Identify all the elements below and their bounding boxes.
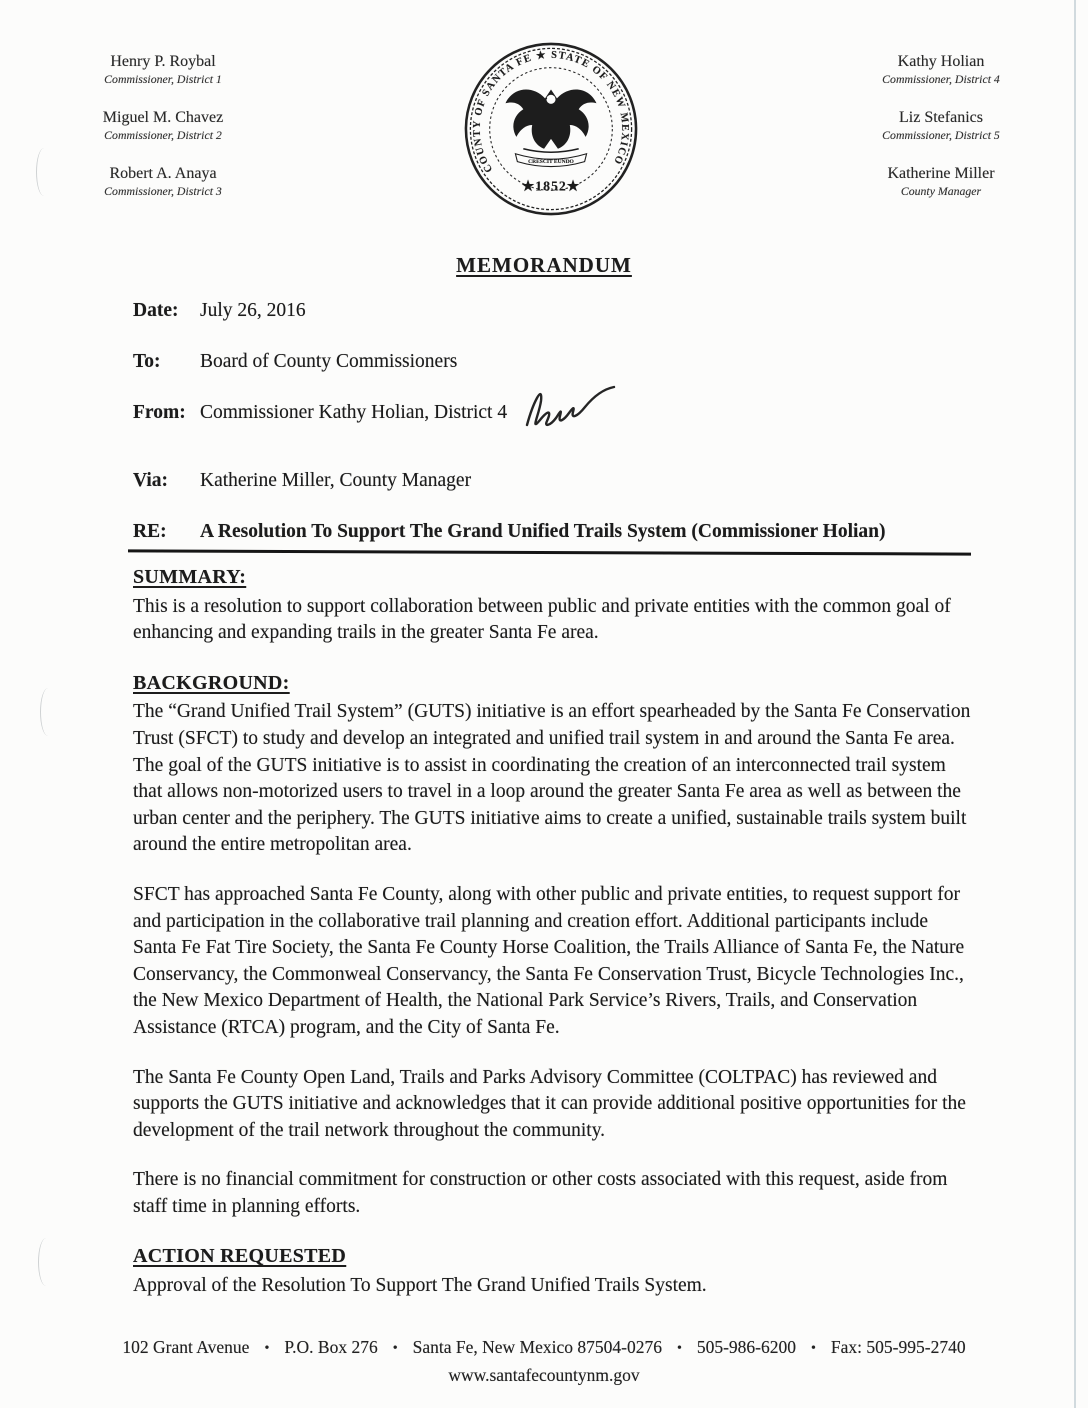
footer-address: 102 Grant Avenue (122, 1337, 250, 1357)
scan-edge-line (1074, 0, 1076, 1408)
official-title: Commissioner, District 5 (882, 128, 1000, 142)
memo-title: MEMORANDUM (456, 253, 632, 277)
handwritten-initials-signature (517, 377, 629, 443)
field-date-label: Date: (133, 300, 179, 321)
footer-fax: Fax: 505-995-2740 (830, 1337, 966, 1357)
eagle-icon (506, 89, 597, 152)
header-officials-left (58, 52, 268, 220)
memo-fields (133, 297, 1013, 569)
bullet-separator: • (676, 1341, 682, 1356)
scan-artifact (38, 1238, 54, 1286)
official-title: Commissioner, District 3 (104, 184, 222, 198)
field-to-value: Board of County Commissioners (200, 351, 458, 372)
official-name: Robert A. Anaya (109, 165, 217, 182)
official-title: Commissioner, District 2 (104, 128, 222, 142)
field-re-value: A Resolution To Support The Grand Unified Trails System (Commissioner Holian) (200, 521, 886, 542)
seal-ring-text: COUNTY OF SANTA FE ★ STATE OF NEW MEXICO (471, 49, 631, 175)
official-title: County Manager (900, 184, 982, 198)
official-district1 (58, 52, 268, 87)
field-date-value: July 26, 2016 (200, 300, 306, 321)
field-via (133, 467, 1013, 494)
background-paragraph-2: SFCT has approached Santa Fe County, along with other public and private entities, to request support for and participation in the collaborative trail planning and creation effort. Additional participants include Santa Fe Fat Tire Society, the Santa Fe County Horse Coalition, the Trails Alliance of Santa Fe, the Nature Conservancy, the Commonweal Conservancy, the Santa Fe Conservation Trust, Bicycle Technologies Inc., the New Mexico Department of Health, the National Park Service’s Rivers, Trails, and Conservation Assistance (RTCA) program, and the City of Santa Fe. (133, 883, 965, 1038)
background-paragraph-4: There is no financial commitment for construction or other costs associated with this request, aside from staff time in planning efforts. (133, 1169, 948, 1217)
field-date (133, 297, 1013, 324)
official-district4 (836, 52, 1046, 87)
official-title: Commissioner, District 1 (104, 72, 222, 86)
official-name: Kathy Holian (897, 53, 985, 70)
field-from-label: From: (133, 402, 186, 423)
official-name: Katherine Miller (887, 165, 995, 182)
bullet-separator: • (392, 1341, 398, 1356)
official-district3 (58, 164, 268, 199)
footer-contact-line (0, 1334, 1088, 1362)
official-name: Miguel M. Chavez (102, 109, 224, 126)
official-district2 (58, 108, 268, 143)
seal-motto: CRESCIT EUNDO (528, 159, 574, 166)
background-paragraph-3: The Santa Fe County Open Land, Trails and Parks Advisory Committee (COLTPAC) has reviewed and supports the GUTS initiative and acknowledges that it can provide additional positive opportunities for the development of the trail network throughout the community. (133, 1066, 966, 1141)
official-district5 (836, 108, 1046, 143)
footer (0, 1334, 1088, 1388)
background-heading: BACKGROUND: (133, 671, 290, 694)
field-re-label: RE: (133, 521, 167, 542)
footer-phone: 505-986-6200 (696, 1337, 797, 1357)
footer-po-box: P.O. Box 276 (284, 1337, 378, 1357)
field-via-label: Via: (133, 470, 169, 491)
seal-year: ★1852★ (521, 178, 581, 194)
footer-city-zip: Santa Fe, New Mexico 87504-0276 (412, 1337, 662, 1357)
action-requested-heading: ACTION REQUESTED (133, 1245, 347, 1268)
field-via-value: Katherine Miller, County Manager (200, 470, 472, 491)
action-requested-paragraph: Approval of the Resolution To Support The Grand Unified Trails System. (133, 1275, 707, 1297)
official-name: Henry P. Roybal (110, 53, 216, 70)
field-to-label: To: (133, 351, 161, 372)
memo-body (133, 564, 971, 1323)
official-name: Liz Stefanics (899, 109, 983, 126)
field-from (133, 399, 1013, 443)
bullet-separator: • (264, 1341, 270, 1356)
scan-artifact (36, 148, 52, 196)
county-seal-icon (462, 40, 640, 218)
footer-website: www.santafecountynm.gov (448, 1365, 640, 1385)
header-officials-right (836, 52, 1046, 220)
field-re (133, 518, 1013, 545)
bullet-separator: • (811, 1341, 816, 1356)
summary-heading: SUMMARY: (133, 566, 247, 588)
official-title: Commissioner, District 4 (882, 72, 1000, 86)
summary-paragraph: This is a resolution to support collaboration between public and private entities with the common goal of enhancing and expanding trails in the greater Santa Fe area. (133, 595, 951, 644)
field-from-value: Commissioner Kathy Holian, District 4 (200, 402, 508, 423)
field-to (133, 348, 1013, 375)
official-county-manager (836, 164, 1046, 199)
scan-artifact (40, 688, 56, 736)
background-paragraph-1: The “Grand Unified Trail System” (GUTS) initiative is an effort spearheaded by the Santa Fe Conservation Trust (SFCT) to study and develop an integrated and unified trail system in and around the Santa Fe area. The goal of the GUTS initiative is to assist in coordinating the creation of an interconnected trail system that allows non-motorized users to travel in a loop around the greater Santa Fe area as well as between the urban center and the periphery. The GUTS initiative aims to create a unified, sustainable trails system built around the entire metropolitan area. (133, 701, 971, 856)
